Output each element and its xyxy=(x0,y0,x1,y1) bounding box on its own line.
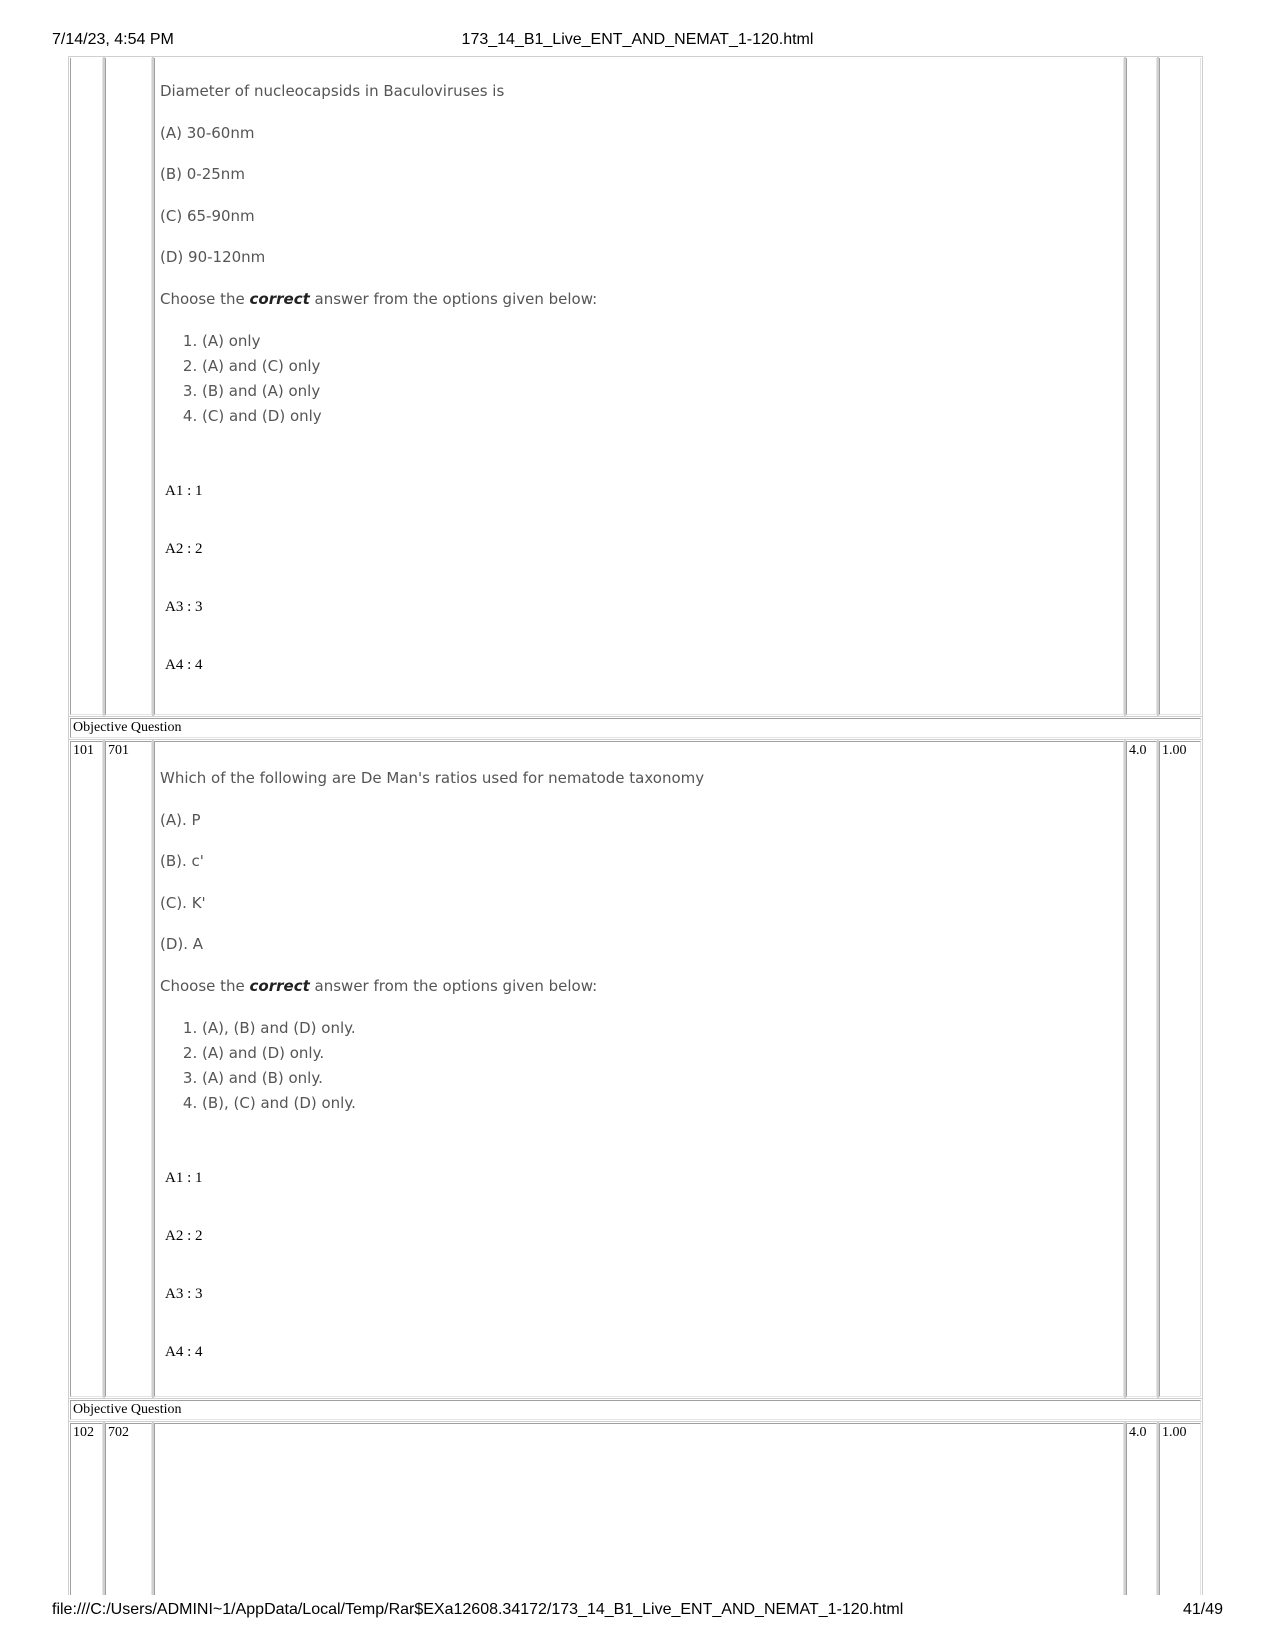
sno-cell xyxy=(70,1423,103,1595)
statement-b: (B) 0-25nm xyxy=(160,165,245,183)
answer-a1: A1 : 1 xyxy=(165,483,203,499)
sno-cell xyxy=(70,58,103,715)
document-title: 173_14_B1_Live_ENT_AND_NEMAT_1-120.html xyxy=(461,31,814,48)
qid-cell xyxy=(105,741,152,1397)
question-cell xyxy=(154,1423,1124,1595)
marks: 4.0 xyxy=(1129,1425,1147,1440)
section-label-row xyxy=(70,1400,1201,1420)
file-path: file:///C:/Users/ADMINI~1/AppData/Local/Temp/Rar$EXa12608.34172/173_14_B1_Live_ENT_AND_NEMAT_1-120.html xyxy=(52,1601,904,1618)
question-id: 701 xyxy=(108,743,129,758)
marks-cell xyxy=(1126,741,1157,1397)
negative-cell xyxy=(1159,1423,1201,1595)
statement-d: (D). A xyxy=(160,935,204,953)
section-label: Objective Question xyxy=(73,720,182,735)
statement-d: (D) 90-120nm xyxy=(160,248,266,266)
answer-a3: A3 : 3 xyxy=(165,599,203,615)
serial-number: 101 xyxy=(73,743,94,758)
question-100-body xyxy=(160,80,1110,429)
negative-cell xyxy=(1159,741,1201,1397)
qid-cell xyxy=(105,1423,152,1595)
option-3: 3. (A) and (B) only. xyxy=(202,1066,1110,1091)
option-4: 4. (B), (C) and (D) only. xyxy=(202,1091,1110,1116)
answer-a2: A2 : 2 xyxy=(165,1228,203,1244)
statement-a: (A). P xyxy=(160,810,201,829)
choose-instruction: Choose the correct answer from the options given below: xyxy=(160,976,598,995)
page-number: 41/49 xyxy=(1182,1601,1223,1618)
marks-cell xyxy=(1126,58,1157,715)
negative-marks: 1.00 xyxy=(1162,1425,1187,1440)
option-2: 2. (A) and (D) only. xyxy=(202,1041,1110,1066)
negative-marks: 1.00 xyxy=(1162,743,1187,758)
options-list xyxy=(160,329,1110,429)
choose-instruction: Choose the correct answer from the options given below: xyxy=(160,289,598,308)
answer-a4: A4 : 4 xyxy=(165,657,203,673)
option-1: 1. (A), (B) and (D) only. xyxy=(202,1016,1110,1041)
option-2: 2. (A) and (C) only xyxy=(202,354,1110,379)
marks-cell xyxy=(1126,1423,1157,1595)
answer-a3: A3 : 3 xyxy=(165,1286,203,1302)
section-label-row xyxy=(70,718,1201,738)
section-label: Objective Question xyxy=(73,1402,182,1417)
answer-a4: A4 : 4 xyxy=(165,1344,203,1360)
serial-number: 102 xyxy=(73,1425,94,1440)
question-stem: Diameter of nucleocapsids in Baculoviruses is xyxy=(160,82,505,100)
sno-cell xyxy=(70,741,103,1397)
answer-a2: A2 : 2 xyxy=(165,541,203,557)
options-list xyxy=(160,1016,1110,1116)
print-datetime: 7/14/23, 4:54 PM xyxy=(52,31,174,48)
question-101-body xyxy=(160,767,1110,1116)
option-4: 4. (C) and (D) only xyxy=(202,404,1110,429)
statement-a: (A) 30-60nm xyxy=(160,123,255,142)
statement-b: (B). c' xyxy=(160,852,204,870)
statement-c: (C). K' xyxy=(160,893,206,912)
statement-c: (C) 65-90nm xyxy=(160,206,255,225)
option-1: 1. (A) only xyxy=(202,329,1110,354)
qid-cell xyxy=(105,58,152,715)
question-id: 702 xyxy=(108,1425,129,1440)
option-3: 3. (B) and (A) only xyxy=(202,379,1110,404)
question-stem: Which of the following are De Man's ratios used for nematode taxonomy xyxy=(160,769,705,787)
emphasis-correct: correct xyxy=(249,289,310,308)
marks: 4.0 xyxy=(1129,743,1147,758)
negative-cell xyxy=(1159,58,1201,715)
answer-a1: A1 : 1 xyxy=(165,1170,203,1186)
print-footer xyxy=(0,1601,1275,1621)
emphasis-correct: correct xyxy=(249,976,310,995)
